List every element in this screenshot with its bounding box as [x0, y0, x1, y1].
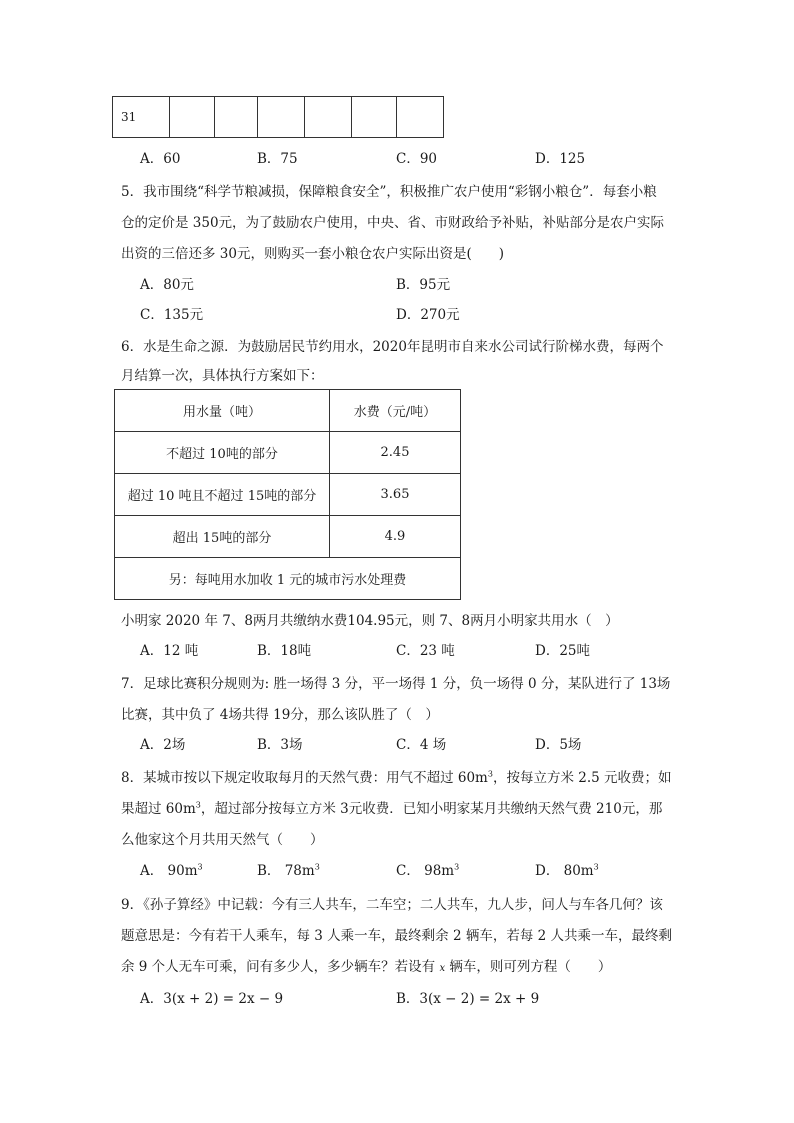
q6-option-b[interactable]: B．18吨: [257, 643, 312, 659]
superscript: 3: [487, 769, 493, 779]
table-header-row: [115, 390, 461, 432]
superscript: 3: [314, 862, 320, 872]
q6-line2: 月结算一次，具体执行方案如下：: [121, 368, 324, 384]
q5-option-c[interactable]: C．135元: [140, 307, 204, 323]
q5-line2: 仓的定价是 350元，为了鼓励农户使用，中央、省、市财政给予补贴，补贴部分是农户实际: [121, 215, 665, 231]
superscript: 3: [195, 800, 201, 810]
q5-option-b[interactable]: B．95元: [396, 277, 451, 293]
table-row: [115, 516, 461, 558]
table-row: [115, 432, 461, 474]
table-cell: 31: [113, 97, 170, 138]
q7-option-a[interactable]: A．2场: [140, 737, 186, 753]
q8-option-b-text: B． 78m: [257, 863, 315, 879]
q9-option-a-label: A．: [140, 991, 164, 1007]
table-cell: 2.45: [330, 432, 461, 474]
q8-line2-text: 果超过 60m: [121, 801, 196, 817]
table-cell: [170, 97, 215, 138]
q6-option-a[interactable]: A．12 吨: [140, 643, 199, 659]
table-cell: 超过 10 吨且不超过 15吨的部分: [115, 474, 330, 516]
table-cell: [397, 97, 444, 138]
q5-line3: 出资的三倍还多 30元，则购买一套小粮仓农户实际出资是( ): [121, 246, 505, 262]
top-table: [112, 96, 444, 138]
water-fee-table: [114, 389, 461, 600]
table-cell: 超出 15吨的部分: [115, 516, 330, 558]
q7-line1: 7．足球比赛积分规则为: 胜一场得 3 分，平一场得 1 分，负一场得 0 分，某队进行了 13场: [121, 676, 671, 692]
q8-line2-text-cont: ，超过部分按每立方米 3元收费．已知小明家某月共缴纳天然气费 210元，那: [200, 801, 663, 817]
q7-option-d[interactable]: D．5场: [535, 737, 582, 753]
table-cell: 4.9: [330, 516, 461, 558]
q6-line3: 小明家 2020 年 7、8两月共缴纳水费104.95元，则 7、8两月小明家共用水（ ）: [121, 613, 619, 629]
q4-option-a[interactable]: A．60: [140, 151, 181, 167]
q6-option-c[interactable]: C．23 吨: [396, 643, 455, 659]
q9-line3: [121, 955, 611, 975]
superscript: 3: [593, 862, 599, 872]
q8-option-c[interactable]: [396, 859, 459, 879]
q9-line2: 题意思是：今有若干人乘车，每 3 人乘一车，最终剩余 2 辆车，若每 2 人共乘一车，最终剩: [121, 928, 673, 944]
table-header-cell: 水费（元/吨）: [330, 390, 461, 432]
q9-option-b-label: B．: [396, 991, 420, 1007]
q8-line1-text: 8．某城市按以下规定收取每月的天然气费：用气不超过 60m: [121, 770, 488, 786]
q9-option-b[interactable]: [396, 987, 539, 1007]
q8-option-c-text: C． 98m: [396, 863, 455, 879]
q8-line2: [121, 797, 662, 817]
q6-line1: 6．水是生命之源．为鼓励居民节约用水，2020年昆明市自来水公司试行阶梯水费，每两个: [121, 339, 664, 355]
q7-option-c[interactable]: C．4 场: [396, 737, 447, 753]
q9-line3-text-cont: 辆车，则可列方程（ ）: [445, 959, 612, 975]
superscript: 3: [454, 862, 460, 872]
q8-line3: 么他家这个月共用天然气（ ）: [121, 832, 324, 848]
q5-option-a[interactable]: A．80元: [140, 277, 194, 293]
q6-option-d[interactable]: D．25吨: [535, 643, 591, 659]
q9-option-a-equation: 3(x + 2) = 2x − 9: [163, 991, 284, 1007]
table-cell: [352, 97, 397, 138]
q4-option-d[interactable]: D．125: [535, 151, 586, 167]
q9-option-b-equation: 3(x − 2) = 2x + 9: [419, 991, 540, 1007]
q7-option-b[interactable]: B．3场: [257, 737, 303, 753]
q8-option-a[interactable]: [140, 859, 203, 879]
q8-option-d-text: D． 80m: [535, 863, 594, 879]
q5-option-d[interactable]: D．270元: [396, 307, 460, 323]
q8-option-a-text: A． 90m: [140, 863, 198, 879]
q4-option-c[interactable]: C．90: [396, 151, 438, 167]
table-cell: [305, 97, 352, 138]
superscript: 3: [197, 862, 203, 872]
table-header-cell: 用水量（吨）: [115, 390, 330, 432]
table-cell: [215, 97, 258, 138]
q8-option-d[interactable]: [535, 859, 599, 879]
variable-x: x: [439, 963, 446, 974]
q7-line2: 比赛，其中负了 4场共得 19分，那么该队胜了（ ）: [121, 707, 439, 723]
q8-line1-text-cont: ，按每立方米 2.5 元收费；如: [492, 770, 672, 786]
table-cell: [258, 97, 305, 138]
q9-line1: 9．《孙子算经》中记载：今有三人共车，二车空；二人共车，九人步，问人与车各几何？该: [121, 897, 663, 913]
q4-option-b[interactable]: B．75: [257, 151, 298, 167]
q9-line3-text: 余 9 个人无车可乘，问有多少人，多少辆车？若设有: [121, 959, 440, 975]
table-row: [115, 474, 461, 516]
table-footer-cell: 另：每吨用水加收 1 元的城市污水处理费: [115, 558, 461, 600]
table-cell: 3.65: [330, 474, 461, 516]
q8-line1: [121, 766, 672, 786]
table-cell: 不超过 10吨的部分: [115, 432, 330, 474]
q9-option-a[interactable]: [140, 987, 283, 1007]
q8-option-b[interactable]: [257, 859, 320, 879]
table-footer-row: [115, 558, 461, 600]
q5-line1: 5．我市围绕“科学节粮减损，保障粮食安全”，积极推广农户使用“彩钢小粮仓”．每套小粮: [121, 184, 657, 200]
